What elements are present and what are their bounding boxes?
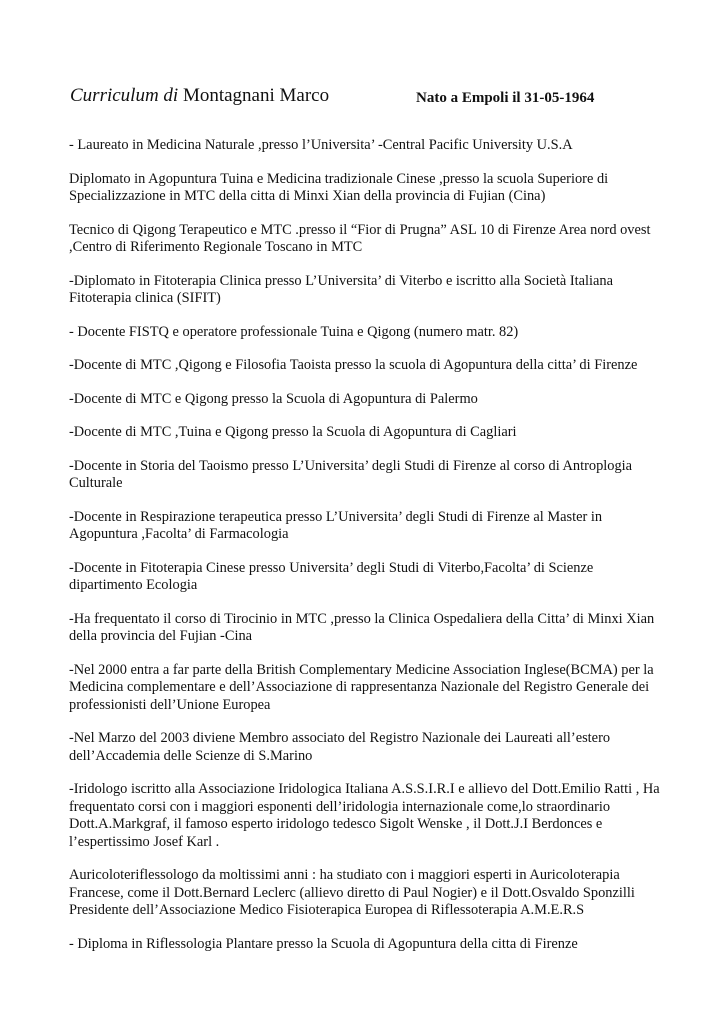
- paragraph: -Nel 2000 entra a far parte della British Complementary Medicine Association Inglese(BCMA) per la Medicina complementare e dell’Associazione di rappresentanza Nazionale del Registro Generale dei professionisti dell’Unione Europea: [69, 661, 654, 713]
- paragraph: -Docente in Storia del Taoismo presso L’Universita’ degli Studi di Firenze al corso di Antroplogia Culturale: [69, 457, 633, 491]
- paragraph: Diplomato in Agopuntura Tuina e Medicina tradizionale Cinese ,presso la scuola Superiore di Specializzazione in MTC della citta di Minxi Xian della provincia di Fujian (Cina): [69, 170, 609, 204]
- paragraph: -Docente in Respirazione terapeutica presso L’Universita’ degli Studi di Firenze al Master in Agopuntura ,Facolta’ di Farmacologia: [69, 508, 603, 542]
- title-name: Montagnani Marco: [182, 85, 330, 106]
- paragraph: -Docente di MTC ,Qigong e Filosofia Taoista presso la scuola di Agopuntura della citta’ di Firenze: [69, 357, 638, 373]
- paragraph: Tecnico di Qigong Terapeutico e MTC .presso il “Fior di Prugna” ASL 10 di Firenze Area nord ovest ,Centro di Riferimento Regionale Toscano in MTC: [69, 221, 651, 255]
- paragraph: -Ha frequentato il corso di Tirocinio in MTC ,presso la Clinica Ospedaliera della Citta’ di Minxi Xian della provincia del Fujian -Cina: [69, 610, 655, 644]
- document-title: [70, 84, 329, 108]
- paragraph: Auricoloteriflessologo da moltissimi anni : ha studiato con i maggiori esperti in Auricoloterapia Francese, come il Dott.Bernard Leclerc (allievo diretto di Paul Nogier) e il Dott.Osvaldo Sponzilli Presidente dell’Associazione Medico Fisioterapica Europea di Riflessoterapia A.M.E.R.S: [69, 867, 635, 918]
- paragraph: -Docente in Fitoterapia Cinese presso Universita’ degli Studi di Viterbo,Facolta’ di Scienze dipartimento Ecologia: [69, 559, 594, 593]
- paragraph: -Docente di MTC ,Tuina e Qigong presso la Scuola di Agopuntura di Cagliari: [69, 424, 517, 440]
- paragraph: -Iridologo iscritto alla Associazione Iridologica Italiana A.S.S.I.R.I e allievo del Dott.Emilio Ratti , Ha frequentato corsi con i maggiori esponenti dell’iridologia internazionale come,lo straordinario Dott.A.Markgraf, il famoso esperto iridologo tedesco Sigolt Wenske , il Dott.J.I Berdonces e l’espertissimo Josef Karl .: [69, 781, 660, 850]
- document-body: [69, 137, 664, 969]
- paragraph: -Diplomato in Fitoterapia Clinica presso L’Universita’ di Viterbo e iscritto alla Società Italiana Fitoterapia clinica (SIFIT): [69, 272, 613, 306]
- paragraph: - Diploma in Riflessologia Plantare presso la Scuola di Agopuntura della citta di Firenze: [69, 935, 578, 952]
- birth-info: Nato a Empoli il 31-05-1964: [416, 90, 595, 106]
- paragraph: -Nel Marzo del 2003 diviene Membro associato del Registro Nazionale dei Laureati all’estero dell’Accademia delle Scienze di S.Marino: [69, 730, 611, 764]
- title-italic: Curriculum di: [70, 85, 179, 106]
- paragraph: - Docente FISTQ e operatore professionale Tuina e Qigong (numero matr. 82): [69, 323, 519, 340]
- paragraph: -Docente di MTC e Qigong presso la Scuola di Agopuntura di Palermo: [69, 390, 478, 407]
- document-header: [70, 84, 670, 114]
- paragraph: - Laureato in Medicina Naturale ,presso l’Universita’ -Central Pacific University U.S.A: [69, 137, 573, 153]
